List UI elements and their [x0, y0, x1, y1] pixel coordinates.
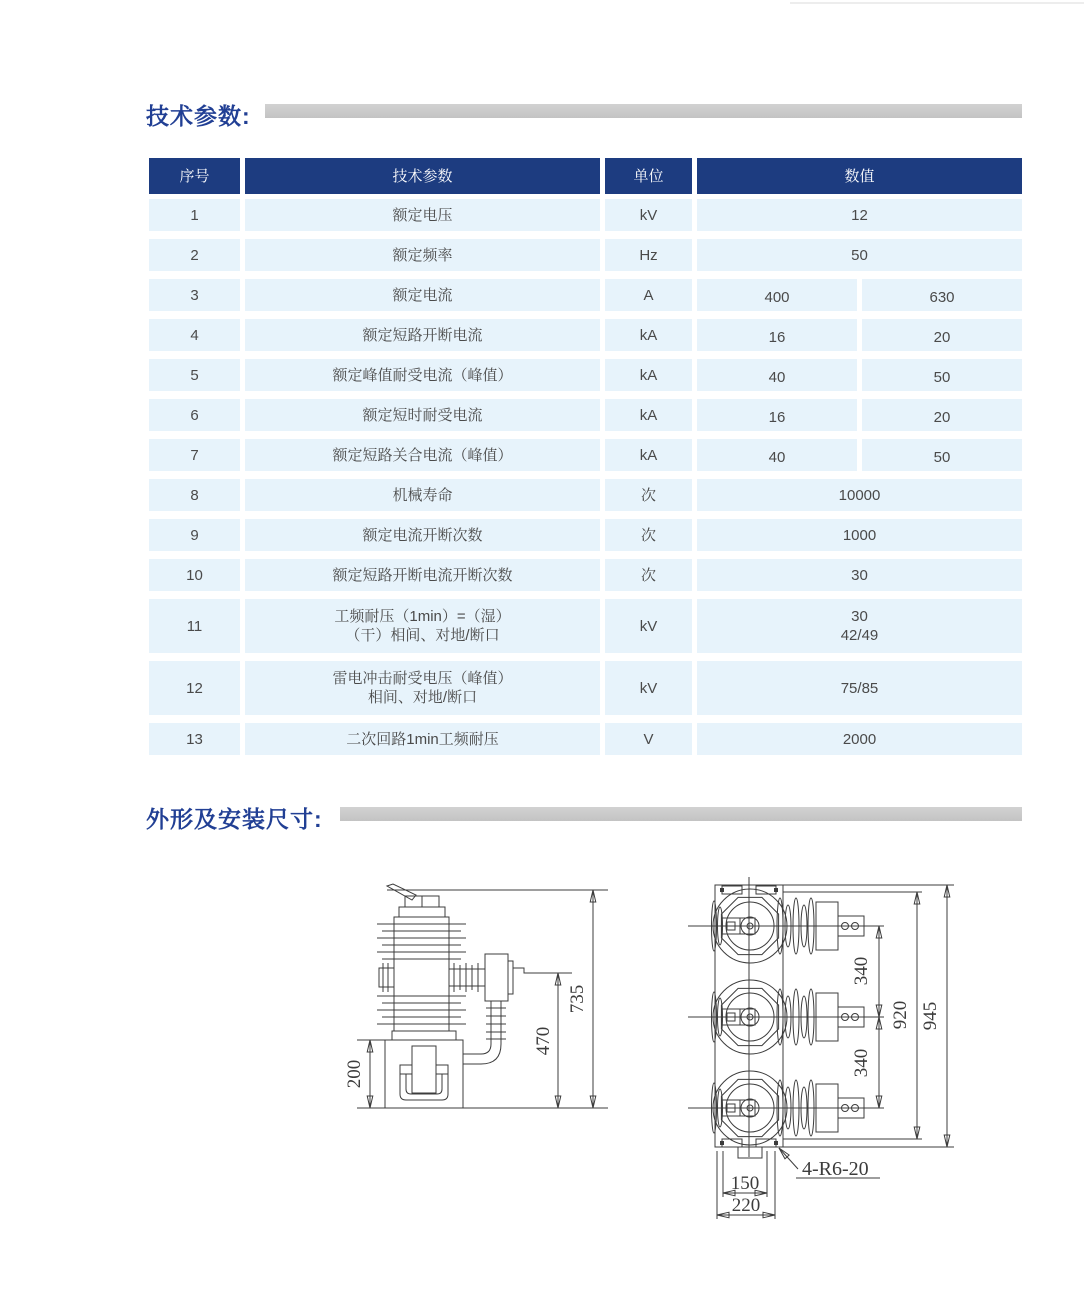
- cell-value2: 50: [862, 359, 1022, 391]
- value-line1: 30: [851, 608, 868, 625]
- cell-unit: kV: [605, 661, 692, 715]
- cell-value: 75/85: [697, 661, 1022, 715]
- cell-value: [697, 599, 1022, 653]
- cell-param: [245, 599, 600, 653]
- dim-label-340a: 340: [851, 956, 872, 986]
- cell-value2: 50: [862, 439, 1022, 471]
- cell-value1: 40: [697, 359, 857, 391]
- pole-phase-b: [688, 980, 884, 1054]
- cell-no: 6: [149, 399, 240, 431]
- table-row: [149, 519, 1022, 551]
- cell-unit: kA: [605, 319, 692, 351]
- cell-param: 额定电压: [245, 199, 600, 231]
- value-line2: 42/49: [840, 627, 879, 644]
- table-row: [149, 199, 1022, 231]
- table-row: [149, 559, 1022, 591]
- cell-unit: V: [605, 723, 692, 755]
- cell-no: 5: [149, 359, 240, 391]
- cell-value1: 16: [697, 399, 857, 431]
- cell-no: 13: [149, 723, 240, 755]
- cell-unit: 次: [605, 559, 692, 591]
- cell-param: 额定短路开断电流: [245, 319, 600, 351]
- cell-unit: kA: [605, 439, 692, 471]
- cell-param: 额定电流开断次数: [245, 519, 600, 551]
- cell-unit: Hz: [605, 239, 692, 271]
- table-row: [149, 479, 1022, 511]
- dim-label-220: 220: [731, 1195, 761, 1216]
- dim-label-200: 200: [344, 1059, 365, 1089]
- table-row: [149, 599, 1022, 653]
- cell-param: 机械寿命: [245, 479, 600, 511]
- table-row: [149, 319, 1022, 351]
- pole-phase-c: [688, 1071, 884, 1145]
- cell-unit: A: [605, 279, 692, 311]
- spec-table: [149, 158, 1022, 763]
- table-row: [149, 279, 1022, 311]
- cell-no: 11: [149, 599, 240, 653]
- pole-phase-a: [688, 889, 884, 963]
- param-line1: 工频耐压（1min）=（湿）: [334, 608, 511, 625]
- header-param: 技术参数: [245, 158, 600, 194]
- section-bar: [265, 104, 1022, 118]
- hole-note-label: 4-R6-20: [802, 1158, 869, 1180]
- insulator-column: [394, 917, 449, 1031]
- cell-no: 10: [149, 559, 240, 591]
- cell-no: 2: [149, 239, 240, 271]
- side-view-drawing: [330, 868, 630, 1158]
- cell-value: 10000: [697, 479, 1022, 511]
- cell-value: 2000: [697, 723, 1022, 755]
- table-row: [149, 661, 1022, 715]
- section-header-tech-params: [146, 98, 251, 129]
- cell-no: 8: [149, 479, 240, 511]
- cell-unit: kV: [605, 199, 692, 231]
- cell-no: 12: [149, 661, 240, 715]
- table-header-row: [149, 158, 1022, 194]
- param-line1: 雷电冲击耐受电压（峰值）: [332, 670, 513, 687]
- cell-param: 额定短时耐受电流: [245, 399, 600, 431]
- cell-value: 50: [697, 239, 1022, 271]
- cell-value: 1000: [697, 519, 1022, 551]
- table-row: [149, 239, 1022, 271]
- top-view-drawing: [670, 855, 1000, 1230]
- cell-value2: 630: [862, 279, 1022, 311]
- cell-unit: 次: [605, 479, 692, 511]
- dim-label-945: 945: [920, 1001, 941, 1031]
- cell-unit: 次: [605, 519, 692, 551]
- cell-param: 二次回路1min工频耐压: [245, 723, 600, 755]
- header-unit: 单位: [605, 158, 692, 194]
- cell-no: 9: [149, 519, 240, 551]
- cell-param: 额定短路关合电流（峰值）: [245, 439, 600, 471]
- cell-param: 额定短路开断电流开断次数: [245, 559, 600, 591]
- top-right-rule: [790, 2, 1084, 4]
- section-header-dimensions: [146, 801, 323, 832]
- cell-param: 额定电流: [245, 279, 600, 311]
- table-row: [149, 723, 1022, 755]
- side-bushing-box: [485, 954, 508, 1001]
- cell-no: 1: [149, 199, 240, 231]
- table-row: [149, 439, 1022, 471]
- table-row: [149, 359, 1022, 391]
- cell-value2: 20: [862, 399, 1022, 431]
- param-line2: 相间、对地/断口: [367, 689, 478, 706]
- cell-unit: kA: [605, 399, 692, 431]
- cell-no: 7: [149, 439, 240, 471]
- dim-label-920: 920: [890, 1000, 911, 1030]
- cell-value1: 400: [697, 279, 857, 311]
- section-bar: [340, 807, 1022, 821]
- cell-param: 额定峰值耐受电流（峰值）: [245, 359, 600, 391]
- cell-no: 3: [149, 279, 240, 311]
- hole-leader-line: [779, 1148, 798, 1169]
- header-value: 数值: [697, 158, 1022, 194]
- cell-value1: 16: [697, 319, 857, 351]
- dim-label-150: 150: [730, 1173, 760, 1194]
- dim-label-735: 735: [567, 984, 588, 1014]
- table-row: [149, 399, 1022, 431]
- cell-value2: 20: [862, 319, 1022, 351]
- operating-lever: [387, 884, 416, 900]
- cell-unit: kV: [605, 599, 692, 653]
- cell-param: 额定频率: [245, 239, 600, 271]
- header-no: 序号: [149, 158, 240, 194]
- cell-param: [245, 661, 600, 715]
- dim-label-470: 470: [533, 1026, 554, 1056]
- mechanism-box: [385, 1040, 463, 1108]
- cell-value: 12: [697, 199, 1022, 231]
- section-title-dimensions: 外形及安装尺寸:: [146, 806, 323, 832]
- param-line2: （干）相间、对地/断口: [345, 627, 500, 644]
- dim-label-340b: 340: [851, 1048, 872, 1078]
- cell-value: 30: [697, 559, 1022, 591]
- cell-value1: 40: [697, 439, 857, 471]
- section-title-tech-params: 技术参数:: [146, 103, 251, 129]
- cell-no: 4: [149, 319, 240, 351]
- cell-unit: kA: [605, 359, 692, 391]
